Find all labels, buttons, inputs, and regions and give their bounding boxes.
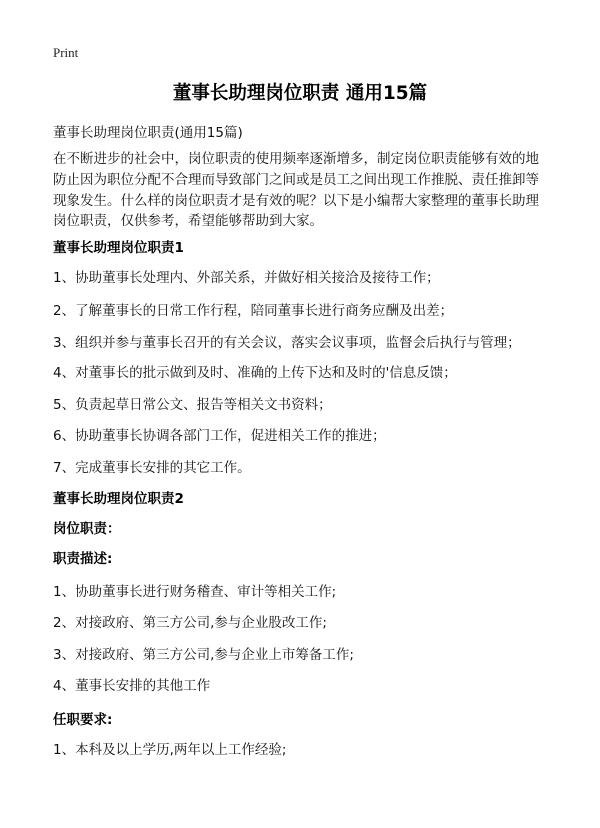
section1-item: 2、了解董事长的日常工作行程，陪同董事长进行商务应酬及出差； [53,303,454,319]
section1-heading: 董事长助理岗位职责1 [53,240,184,256]
desc-item: 1、协助董事长进行财务稽查、审计等相关工作; [53,584,337,600]
section1-item: 3、组织并参与董事长召开的有关会议，落实会议事项，监督会后执行与管理； [53,335,521,351]
desc-label: 职责描述: [53,551,113,567]
intro-line: 岗位职责，仅供参考，希望能够帮助到大家。 [53,213,323,230]
section1-item: 1、协助董事长处理内、外部关系，并做好相关接洽及接待工作； [53,270,440,286]
intro-paragraph [53,149,553,232]
section1-item: 5、负责起草日常公文、报告等相关文书资料； [53,397,332,413]
desc-item: 3、对接政府、第三方公司,参与企业上市筹备工作; [53,647,354,663]
section1-item: 6、协助董事长协调各部门工作，促进相关工作的推进； [53,428,386,444]
req-item: 1、本科及以上学历,两年以上工作经验; [53,742,287,758]
document-subtitle: 董事长助理岗位职责(通用15篇) [53,125,243,141]
page-title: 董事长助理岗位职责 通用15篇 [172,83,428,104]
section1-item: 7、完成董事长安排的其它工作。 [53,460,251,476]
intro-line: 现象发生。什么样的岗位职责才是有效的呢？以下是小编帮大家整理的董事长助理 [53,192,539,209]
desc-item: 2、对接政府、第三方公司,参与企业股改工作; [53,615,327,631]
print-link[interactable]: Print [53,45,79,60]
desc-item: 4、董事长安排的其他工作 [53,678,211,694]
duty-label: 岗位职责： [53,521,121,537]
req-label: 任职要求: [53,712,113,728]
section1-item: 4、对董事长的批示做到及时、准确的上传下达和及时的'信息反馈； [53,365,457,381]
intro-line: 防止因为职位分配不合理而导致部门之间或是员工之间出现工作推脱、责任推卸等 [53,171,539,188]
intro-line: 在不断进步的社会中，岗位职责的使用频率逐渐增多，制定岗位职责能够有效的地 [53,151,539,167]
section2-heading: 董事长助理岗位职责2 [53,491,184,507]
